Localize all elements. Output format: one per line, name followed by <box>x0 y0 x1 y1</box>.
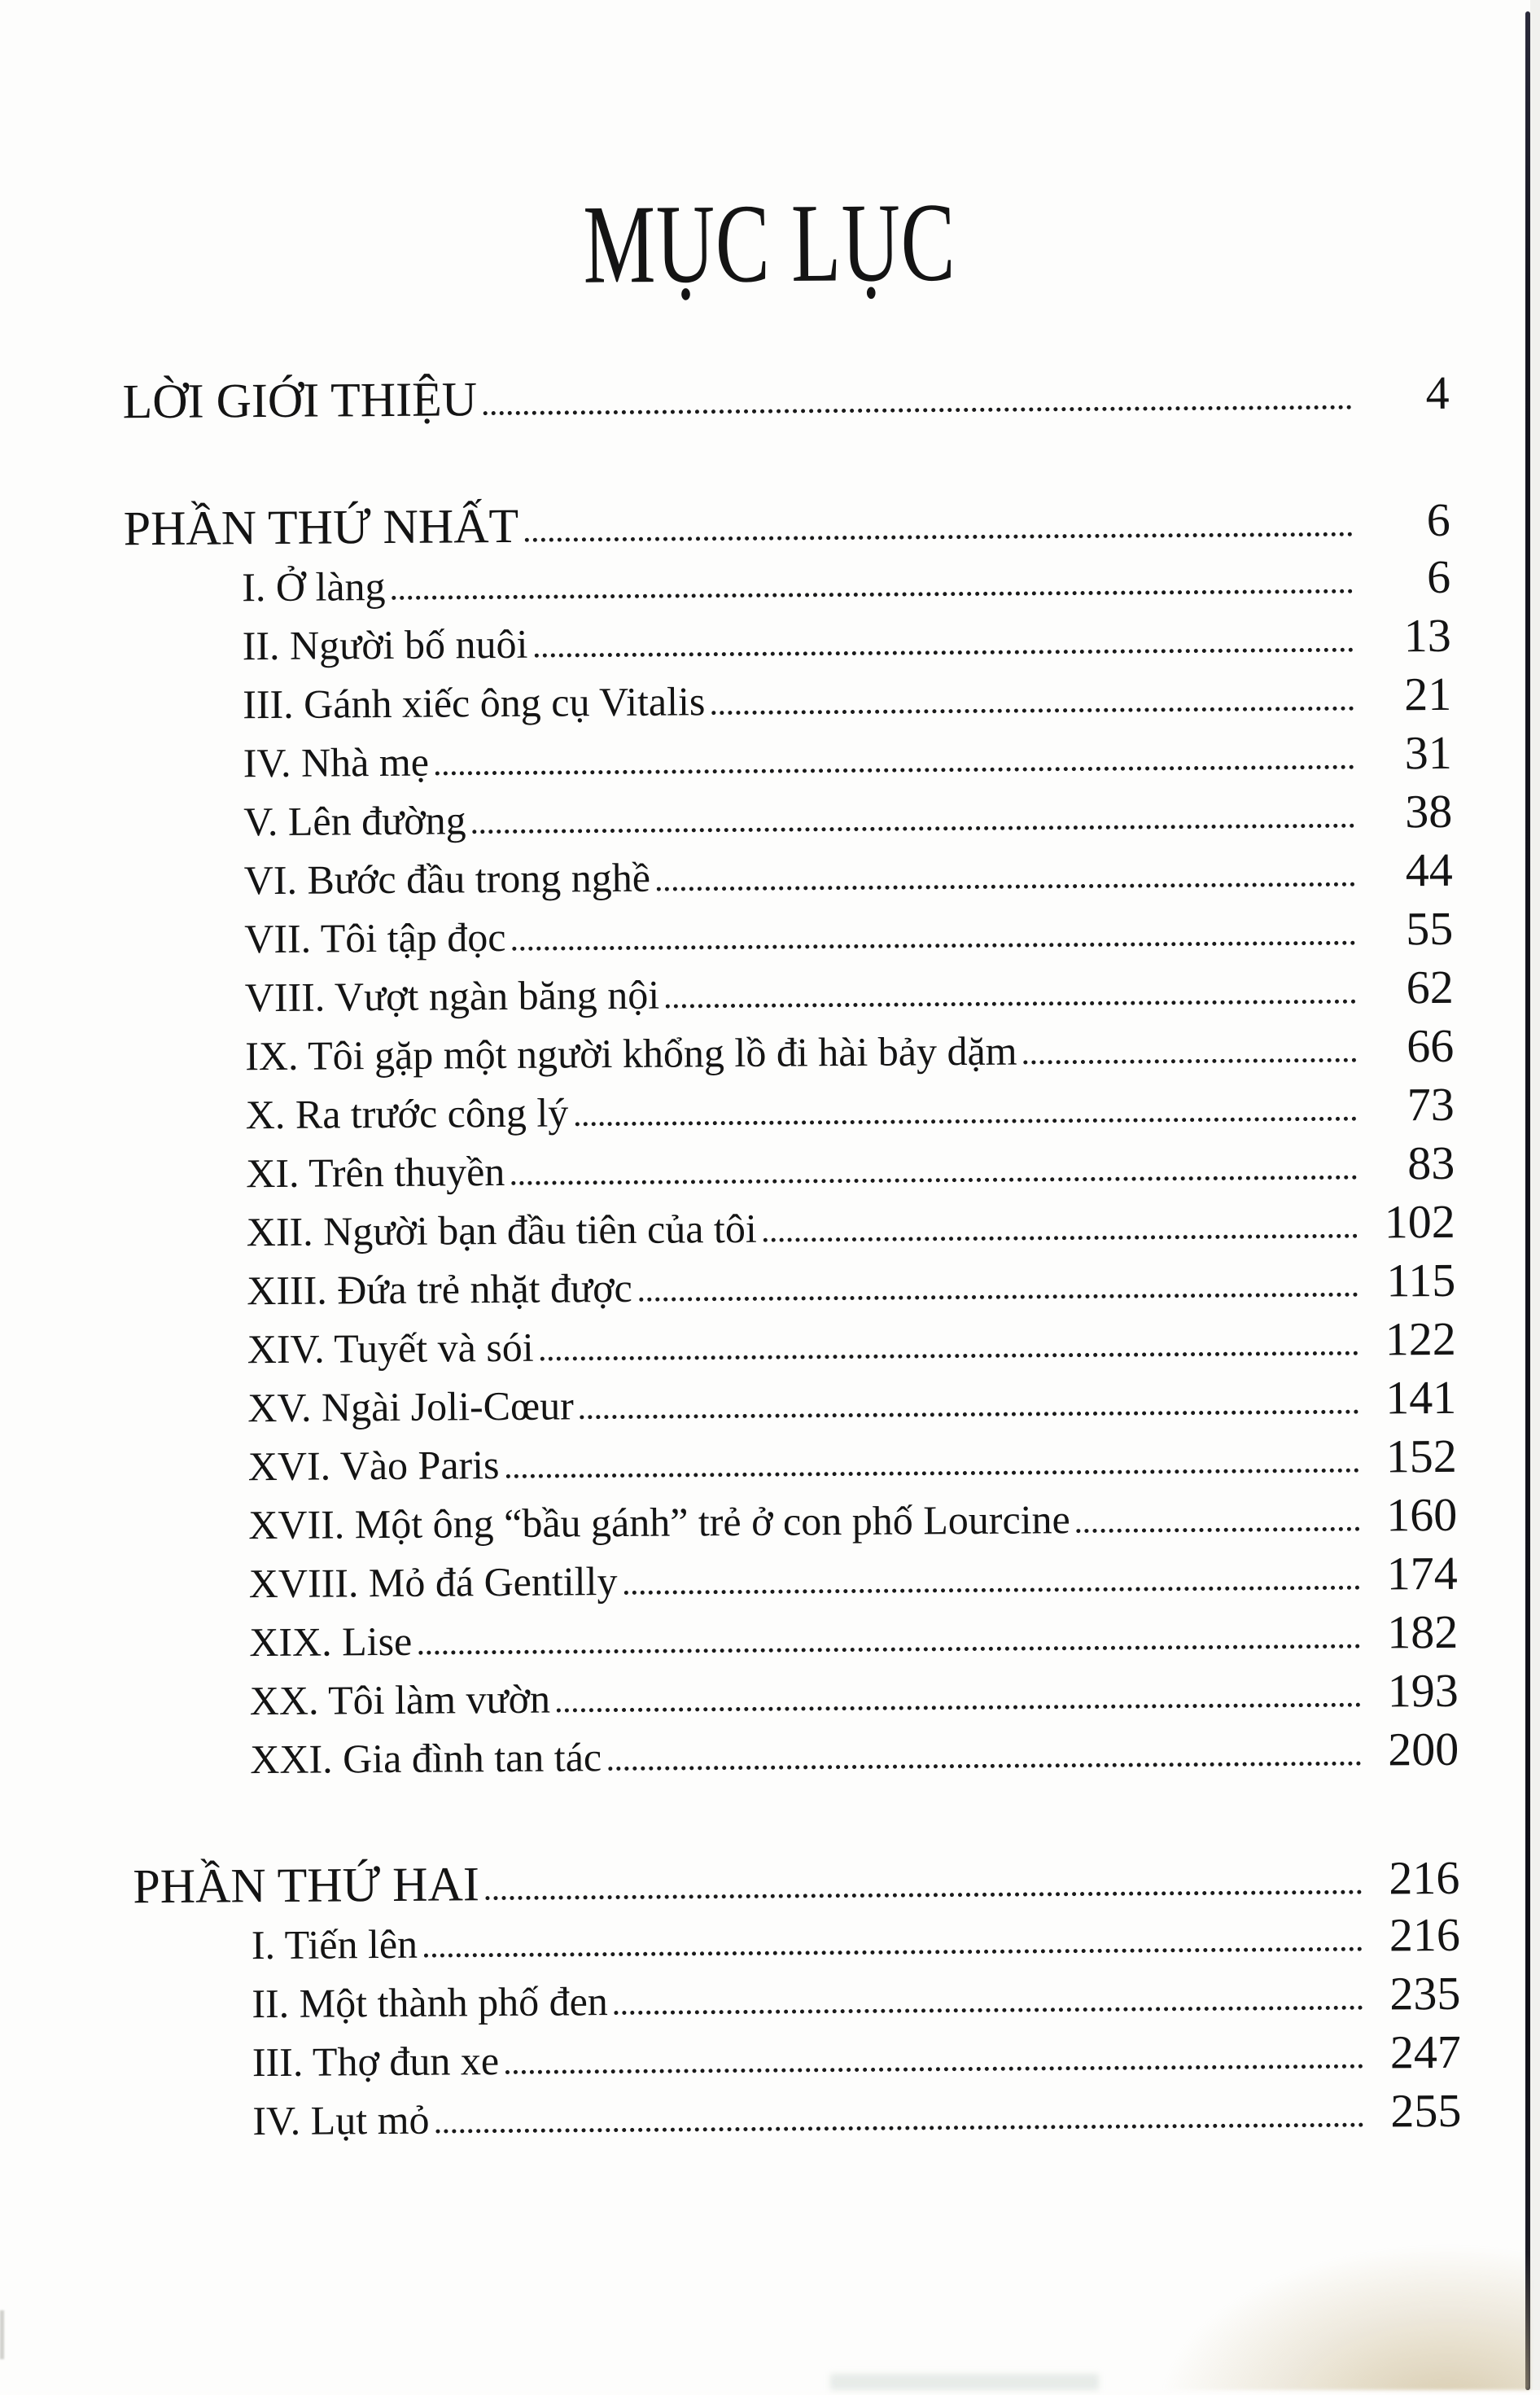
toc-entry-label: I. Ở làng <box>242 563 386 611</box>
toc-entry-label: II. Người bố nuôi <box>242 620 528 669</box>
dot-leader <box>1024 1058 1357 1065</box>
toc-entry-label: PHẦN THỨ NHẤT <box>123 498 519 556</box>
toc-entry-page-number: 182 <box>1386 1605 1459 1659</box>
dot-leader <box>436 2123 1364 2134</box>
toc-entry-label: III. Thợ đun xe <box>252 2038 500 2086</box>
toc-entry-label: IV. Nhà mẹ <box>243 738 430 786</box>
toc-item-row <box>244 959 1453 1026</box>
toc-item-row <box>245 1018 1454 1084</box>
toc-entry-page-number: 31 <box>1404 725 1452 780</box>
dot-leader <box>483 405 1352 415</box>
toc-item-row <box>248 1428 1457 1495</box>
toc-section <box>11 1848 1540 2151</box>
toc-entry-page-number: 44 <box>1405 843 1453 897</box>
toc-entry-page-number: 83 <box>1407 1136 1455 1190</box>
toc-entry-page-number: 160 <box>1385 1487 1458 1542</box>
dot-leader <box>711 707 1354 716</box>
page-title: MỤC LỤC <box>582 179 956 307</box>
toc-entry-label: VI. Bước đầu trong nghề <box>243 854 651 904</box>
toc-entry-page-number: 55 <box>1405 901 1454 956</box>
toc-entry-page-number: 73 <box>1407 1077 1455 1132</box>
toc-entry-page-number: 247 <box>1389 2025 1462 2079</box>
toc-item-row <box>250 1662 1459 1729</box>
toc-entry-label: XI. Trên thuyền <box>246 1148 505 1197</box>
dot-leader <box>540 1351 1358 1361</box>
toc-item-row <box>245 1076 1454 1143</box>
dot-leader <box>418 1644 1360 1655</box>
toc-header-row <box>123 491 1450 558</box>
toc-entry-label: LỜI GIỚI THIỆU <box>122 372 478 429</box>
dot-leader <box>575 1117 1356 1127</box>
toc-entry-page-number: 200 <box>1388 1722 1459 1776</box>
toc-list <box>0 363 1540 2151</box>
dot-leader <box>580 1410 1359 1420</box>
toc-entry-label: V. Lên đường <box>243 797 466 845</box>
dot-leader <box>763 1234 1358 1242</box>
left-edge-scan-mark <box>0 2310 4 2359</box>
toc-item-row <box>243 842 1452 909</box>
toc-entry-label: IX. Tôi gặp một người khổng lồ đi hài bảy dặm <box>245 1027 1017 1079</box>
bottom-bleed-artifact <box>830 2374 1099 2390</box>
dot-leader <box>639 1293 1358 1302</box>
dot-leader <box>473 824 1355 834</box>
page-edge-outer-margin <box>1530 0 1540 2390</box>
toc-item-row <box>249 1545 1458 1612</box>
toc-item-row <box>246 1193 1455 1260</box>
toc-entry-page-number: 21 <box>1403 667 1452 721</box>
toc-entry-page-number: 6 <box>1426 549 1451 604</box>
toc-entry-label: X. Ra trước công lý <box>245 1089 569 1138</box>
dot-leader <box>392 589 1354 600</box>
toc-item-row <box>247 1369 1456 1436</box>
toc-entry-label: XII. Người bạn đầu tiên của tôi <box>246 1205 757 1255</box>
toc-item-row <box>243 666 1451 733</box>
toc-item-row <box>242 549 1450 615</box>
toc-entry-label: PHẦN THỨ HAI <box>133 1857 480 1914</box>
toc-item-row <box>243 725 1451 791</box>
toc-entry-label: II. Một thành phố đen <box>252 1978 608 2027</box>
toc-entry-page-number: 38 <box>1404 784 1453 838</box>
dot-leader <box>511 1176 1357 1185</box>
toc-item-row <box>246 1135 1455 1202</box>
toc-entry-label: XVIII. Mỏ đá Gentilly <box>248 1558 618 1607</box>
toc-section <box>1 490 1540 1789</box>
page-corner-shadow <box>1156 2244 1530 2390</box>
dot-leader <box>608 1762 1361 1771</box>
toc-entry-label: XXI. Gia đình tan tác <box>250 1734 602 1783</box>
toc-entry-page-number: 122 <box>1385 1311 1456 1366</box>
toc-item-row <box>247 1252 1455 1319</box>
dot-leader <box>506 1469 1359 1478</box>
toc-entry-page-number: 216 <box>1389 1907 1461 1962</box>
dot-leader <box>486 1890 1363 1901</box>
toc-item-row <box>252 1907 1460 1973</box>
toc-entry-page-number: 235 <box>1389 1966 1461 2021</box>
toc-section <box>0 363 1540 431</box>
toc-entry-label: III. Gánh xiếc ông cụ Vitalis <box>243 678 706 728</box>
dot-leader <box>535 648 1354 658</box>
toc-entry-label: VIII. Vượt ngàn băng nội <box>244 971 660 1021</box>
dot-leader <box>525 532 1353 542</box>
toc-item-row <box>252 2082 1461 2149</box>
toc-item-row <box>244 900 1453 967</box>
toc-entry-page-number: 13 <box>1403 608 1451 663</box>
toc-entry-label: XIV. Tuyết và sói <box>247 1324 534 1373</box>
dot-leader <box>505 2064 1363 2074</box>
toc-entry-page-number: 152 <box>1385 1429 1457 1483</box>
toc-entry-page-number: 141 <box>1385 1370 1457 1425</box>
toc-entry-page-number: 62 <box>1406 960 1454 1014</box>
dot-leader <box>1077 1527 1360 1533</box>
dot-leader <box>435 765 1354 776</box>
toc-entry-label: VII. Tôi tập đọc <box>244 913 506 962</box>
toc-entry-page-number: 6 <box>1426 493 1450 547</box>
toc-entry-page-number: 102 <box>1384 1194 1455 1249</box>
toc-entry-label: XIX. Lise <box>249 1618 413 1666</box>
toc-item-row <box>243 783 1452 850</box>
toc-item-row <box>250 1721 1459 1788</box>
toc-entry-label: IV. Lụt mỏ <box>252 2096 430 2144</box>
toc-entry-page-number: 174 <box>1386 1546 1458 1600</box>
dot-leader <box>424 1947 1363 1958</box>
toc-entry-label: XVI. Vào Paris <box>247 1442 500 1490</box>
toc-item-row <box>247 1311 1456 1377</box>
toc-entry-label: XV. Ngài Joli-Cœur <box>247 1382 574 1431</box>
toc-item-row <box>249 1604 1458 1670</box>
dot-leader <box>557 1703 1361 1713</box>
toc-entry-page-number: 4 <box>1425 366 1450 420</box>
toc-entry-label: XX. Tôi làm vườn <box>249 1675 551 1724</box>
toc-item-row <box>242 607 1450 674</box>
dot-leader <box>666 1000 1356 1009</box>
dot-leader <box>624 1586 1360 1595</box>
toc-entry-label: XIII. Đứa trẻ nhặt được <box>247 1264 632 1314</box>
toc-item-row <box>252 1965 1460 2032</box>
toc-entry-page-number: 115 <box>1386 1253 1456 1307</box>
dot-leader <box>657 882 1355 891</box>
toc-header-row <box>133 1849 1459 1916</box>
dot-leader <box>615 2006 1363 2015</box>
toc-item-row <box>248 1486 1457 1553</box>
toc-entry-page-number: 216 <box>1389 1850 1460 1905</box>
dot-leader <box>513 941 1356 951</box>
toc-header-row <box>122 364 1449 431</box>
toc-entry-label: XVII. Một ông “bầu gánh” trẻ ở con phố Lourcine <box>248 1496 1070 1548</box>
toc-entry-page-number: 255 <box>1390 2083 1462 2138</box>
toc-item-row <box>252 2024 1461 2091</box>
toc-entry-page-number: 193 <box>1387 1663 1459 1718</box>
toc-entry-page-number: 66 <box>1406 1018 1455 1073</box>
toc-entry-label: I. Tiến lên <box>251 1920 418 1968</box>
